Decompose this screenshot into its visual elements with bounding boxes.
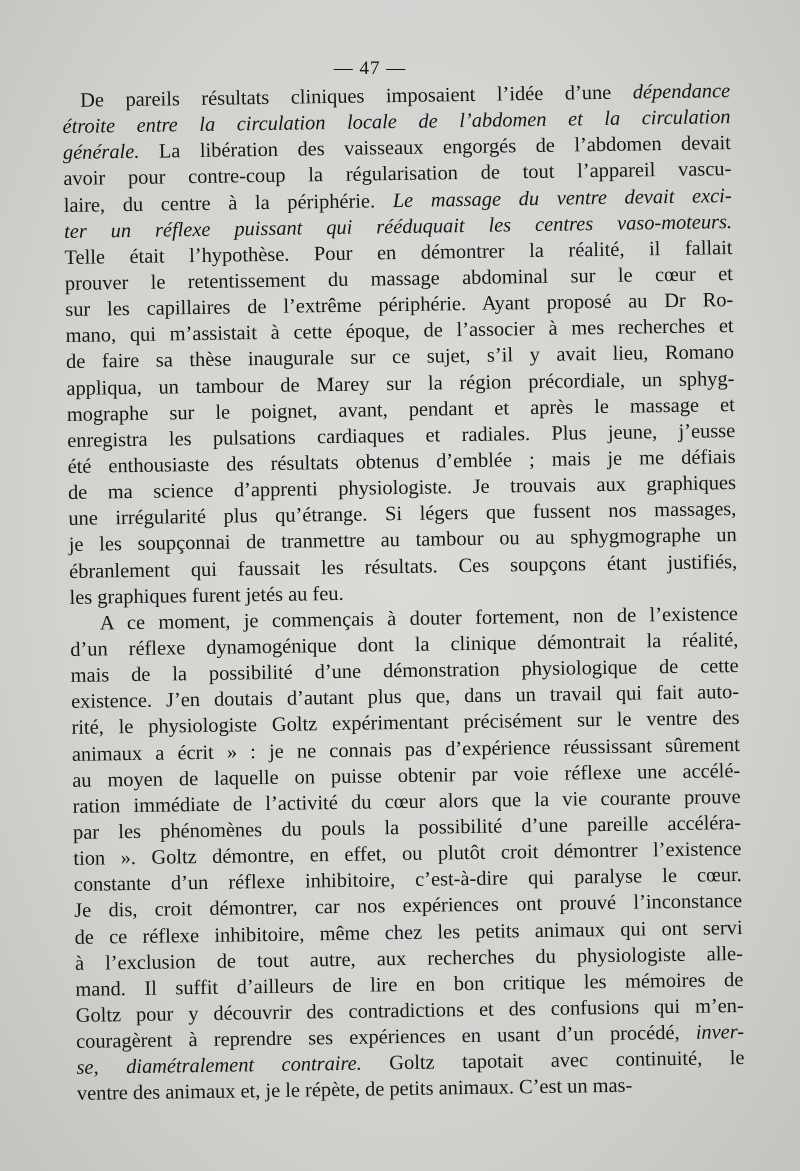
text-span: Goltz tapotait avec continuité, le [361,1047,745,1075]
text-span: enregistra les pulsations cardiaques et radiales. Plus jeune, j’eusse [67,419,736,452]
text-span: je les soupçonnai de tranmettre au tambour ou au sphygmographe un [68,524,737,557]
text-span: d’un réflexe dynamogénique dont la clinique démontrait la réalité, [70,628,739,661]
text-span: ébranlement qui faussait les résultats. Ces soupçons étant justifiés, [69,550,738,583]
text-span: couragèrent à reprendre ses expériences en usant d’un procédé, [75,1021,696,1053]
text-span: rité, le physiologiste Goltz expérimentant précisément sur le ventre des [71,707,740,740]
italic-text: générale. [62,141,140,165]
italic-text: inver- [695,1021,745,1044]
text-span: de ma science d’apprenti physiologiste. Je trouvais aux graphiques [67,472,737,505]
text-span: Telle était l’hypothèse. Pour en démontrer la réalité, il fallait [64,236,733,269]
text-span: animaux a écrit » : je ne connais pas d’expérience réussissant sûrement [71,733,740,766]
text-span: sur les capillaires de l’extrême périphérie. Ayant proposé au Dr Ro- [65,289,734,322]
text-span: par les phénomènes du pouls la possibilité d’une pareille accéléra- [72,811,742,844]
text-span: Goltz pour y découvrir des contradictions et des confusions qui m’en- [75,994,744,1027]
paragraph [62,78,738,611]
text-span: ventre des animaux et, je le répète, de petits animaux. C’est un mas- [76,1074,633,1106]
text-span: constante d’un réflexe inhibitoire, c’est-à-dire qui paralyse le cœur. [73,864,742,897]
text-span: une irrégularité plus qu’étrange. Si légers que fussent nos massages, [68,498,737,531]
text-span: ration immédiate de l’activité du cœur alors que la vie courante prouve [72,785,741,818]
italic-text: se, diamétralement contraire. [76,1052,362,1080]
text-span: existence. J’en doutais d’autant plus que, dans un travail qui fait auto- [70,681,740,714]
text-span: De pareils résultats cliniques imposaient l’idée d’une [80,81,633,112]
text-span: appliqua, un tambour de Marey sur la région précordiale, un sphyg- [66,367,735,400]
italic-text: dépendance [632,80,731,104]
text-span: les graphiques furent jetés au feu. [69,582,344,609]
body-text [62,78,745,1107]
text-span: été enthousiaste des résultats obtenus d’emblée ; mais je me défiais [67,446,736,478]
text-span: A ce moment, je commençais à douter fortement, non de l’existence [99,602,739,635]
text-span: mano, qui m’assistait à cette époque, de l’associer à mes recherches et [65,315,734,348]
text-span: mais de la possibilité d’une démonstration physiologique de cette [70,655,739,688]
text-span: tion ». Goltz démontre, en effet, ou plutôt croit démontrer l’existence [73,838,742,870]
paragraph [70,601,745,1108]
italic-text: Le massage du ventre devait exci- [392,184,732,212]
text-span: de ce réflexe inhibitoire, même chez les petits animaux qui ont servi [74,916,743,949]
text-span: laire, du centre à la périphérie. [63,189,393,217]
text-span: avoir pour contre-coup la régularisation de tout l’appareil vascu- [63,158,732,191]
italic-text: ter un réflexe puissant qui rééduquait les centres vaso-moteurs. [63,210,733,243]
text-span: prouver le retentissement du massage abdominal sur le cœur et [64,263,733,295]
text-span: mand. Il suffit d’ailleurs de lire en bon critique les mémoires de [75,968,744,1001]
text-span: au moyen de laquelle on puisse obtenir par voie réflexe une accélé- [72,759,741,792]
text-span: La libération des vaisseaux engorgés de l’abdomen devait [139,132,732,164]
text-span: Je dis, croit démontrer, car nos expériences ont prouvé l’inconstance [74,890,743,923]
text-span: mographe sur le poignet, avant, pendant et après le massage et [66,393,735,426]
italic-text: étroite entre la circulation locale de l’abdomen et la circulation [62,106,731,139]
text-span: à l’exclusion de tout autre, aux recherches du physiologiste alle- [74,942,744,975]
text-span: de faire sa thèse inaugurale sur ce sujet, s’il y avait lieu, Romano [65,341,735,374]
page-number: — 47 — [333,58,407,79]
